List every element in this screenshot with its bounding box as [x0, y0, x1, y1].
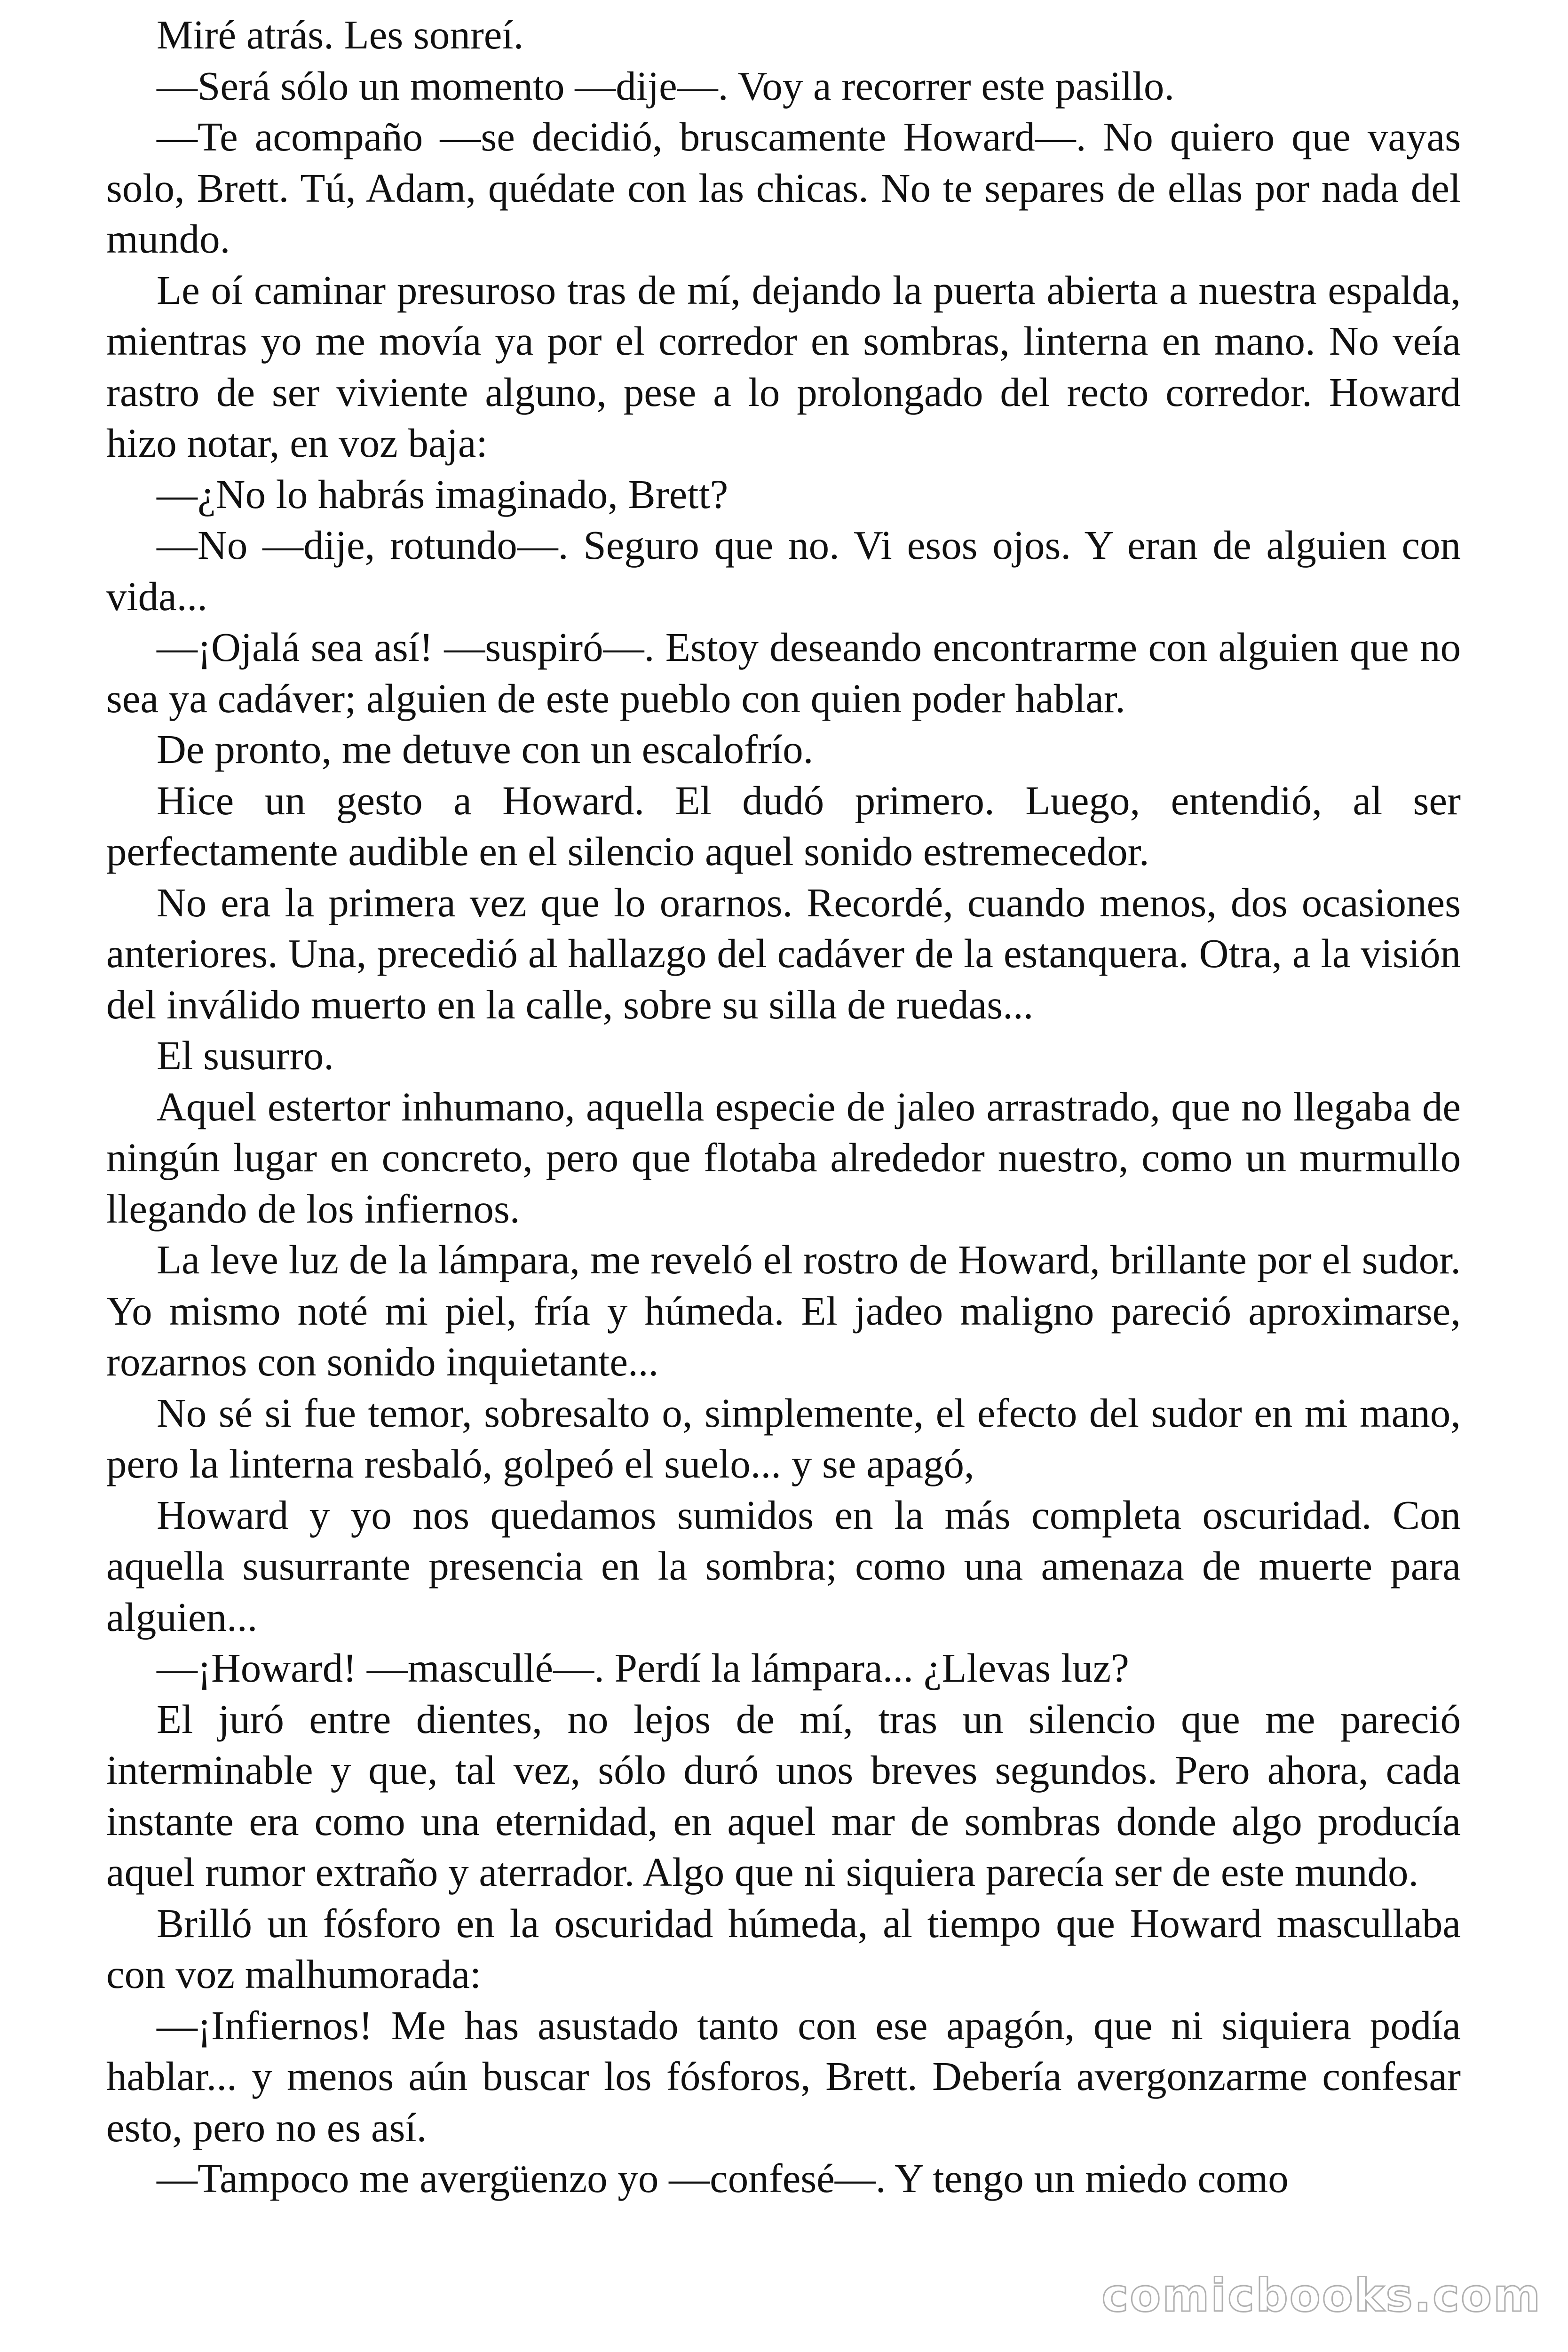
paragraph: No sé si fue temor, sobresalto o, simplemente, el efecto del sudor en mi mano, pero la linterna resbaló, golpeó el suelo... y se apagó,	[106, 1390, 1461, 1486]
paragraph: —No —dije, rotundo—. Seguro que no. Vi esos ojos. Y eran de alguien con vida...	[106, 522, 1461, 619]
paragraph: Hice un gesto a Howard. El dudó primero. Luego, entendió, al ser perfectamente audible en el silencio aquel sonido estremecedor.	[106, 777, 1461, 874]
paragraph: Howard y yo nos quedamos sumidos en la más completa oscuridad. Con aquella susurrante presencia en la sombra; como una amenaza de muerte para alguien...	[106, 1492, 1461, 1640]
paragraph: Brilló un fósforo en la oscuridad húmeda, al tiempo que Howard mascullaba con voz malhumorada:	[106, 1900, 1461, 1997]
paragraph: —¡Howard! —mascullé—. Perdí la lámpara... ¿Llevas luz?	[157, 1645, 1129, 1691]
paragraph: —Te acompaño —se decidió, bruscamente Howard—. No quiero que vayas solo, Brett. Tú, Adam, quédate con las chicas. No te separes de ellas por nada del mundo.	[106, 114, 1461, 262]
paragraph: —¿No lo habrás imaginado, Brett?	[157, 471, 729, 517]
paragraph: El susurro.	[157, 1033, 334, 1078]
paragraph: Miré atrás. Les sonreí.	[157, 12, 524, 57]
paragraph: Le oí caminar presuroso tras de mí, dejando la puerta abierta a nuestra espalda, mientras yo me movía ya por el corredor en sombras, linterna en mano. No veía rastro de ser viviente alguno, pese a lo prolongado del recto corredor. Howard hizo notar, en voz baja:	[106, 267, 1461, 466]
paragraph: —¡Infiernos! Me has asustado tanto con ese apagón, que ni siquiera podía hablar... y menos aún buscar los fósforos, Brett. Debería avergonzarme confesar esto, pero no es así.	[106, 2002, 1461, 2150]
paragraph: El juró entre dientes, no lejos de mí, tras un silencio que me pareció interminable y que, tal vez, sólo duró unos breves segundos. Pero ahora, cada instante era como una eternidad, en aquel mar de sombras donde algo producía aquel rumor extraño y aterrador. Algo que ni siquiera parecía ser de este mundo.	[106, 1696, 1461, 1895]
paragraph: —Será sólo un momento —dije—. Voy a recorrer este pasillo.	[157, 63, 1175, 109]
paragraph: La leve luz de la lámpara, me reveló el rostro de Howard, brillante por el sudor. Yo mismo noté mi piel, fría y húmeda. El jadeo maligno pareció aproximarse, rozarnos con sonido inquietante...	[106, 1237, 1461, 1384]
paragraph: No era la primera vez que lo orarnos. Recordé, cuando menos, dos ocasiones anteriores. Una, precedió al hallazgo del cadáver de la estanquera. Otra, a la visión del inválido muerto en la calle, sobre su silla de ruedas...	[106, 879, 1461, 1027]
paragraph: Aquel estertor inhumano, aquella especie de jaleo arrastrado, que no llegaba de ningún lugar en concreto, pero que flotaba alrededor nuestro, como un murmullo llegando de los infiernos.	[106, 1083, 1461, 1232]
paragraph: —¡Ojalá sea así! —suspiró—. Estoy deseando encontrarme con alguien que no sea ya cadáver; alguien de este pueblo con quien poder hablar.	[106, 624, 1461, 721]
paragraph: De pronto, me detuve con un escalofrío.	[157, 726, 814, 772]
watermark: comicbooks.com	[1101, 2269, 1542, 2322]
body-text	[106, 9, 1461, 2204]
paragraph: —Tampoco me avergüenzo yo —confesé—. Y tengo un miedo como	[157, 2155, 1289, 2201]
